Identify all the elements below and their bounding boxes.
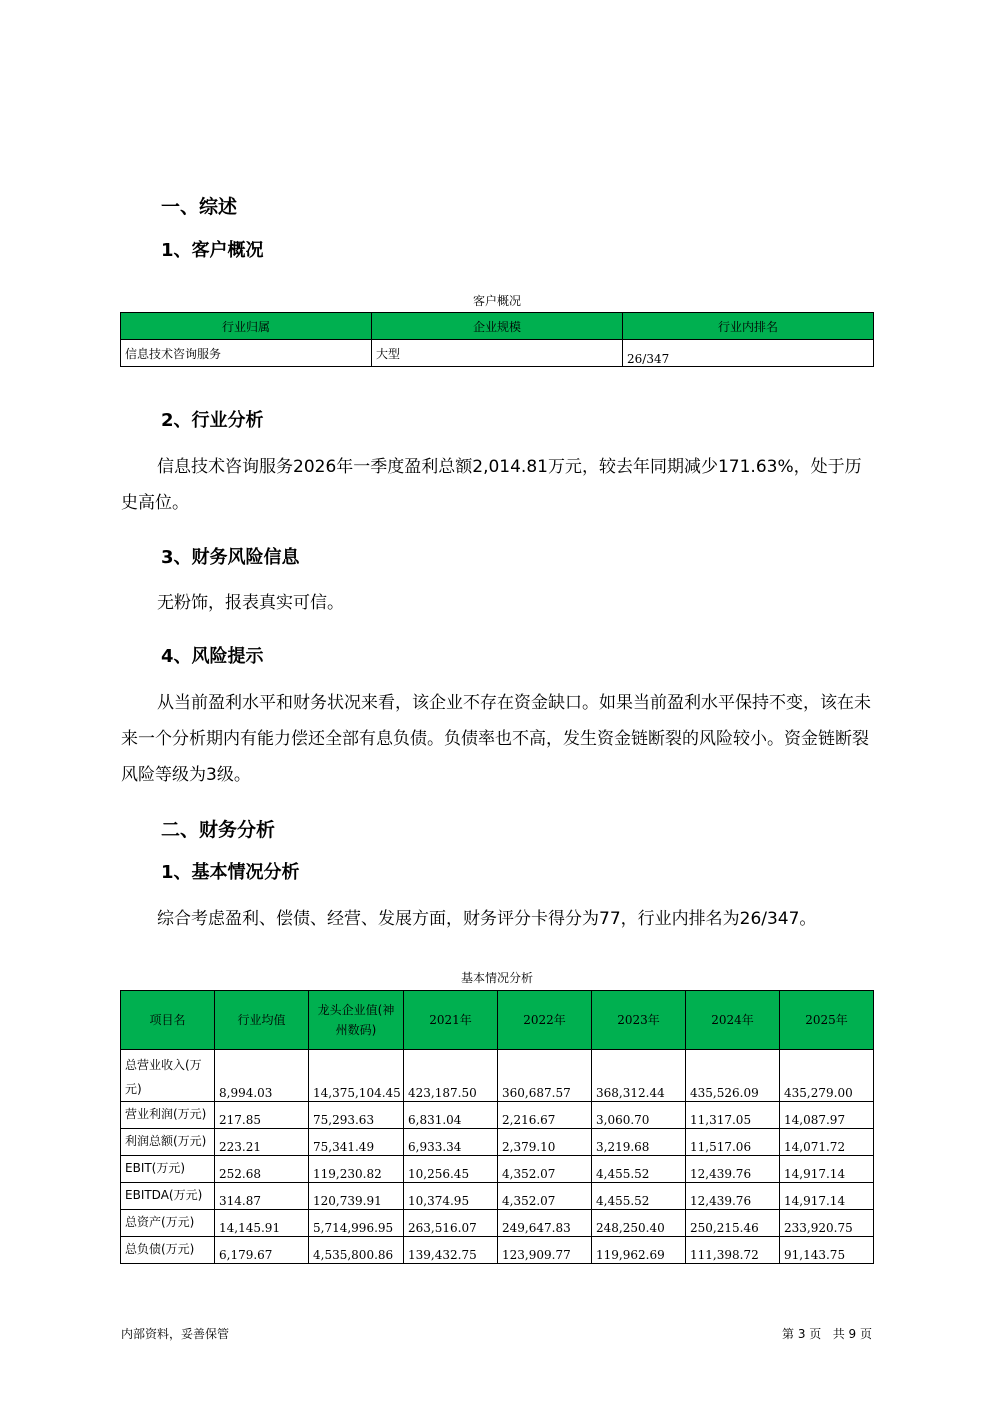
table-cell: 3,219.68	[592, 1129, 686, 1156]
cell-industry: 信息技术咨询服务	[121, 340, 372, 367]
header-scale: 企业规模	[372, 313, 623, 340]
table-cell: 248,250.40	[592, 1210, 686, 1237]
table-cell: 4,455.52	[592, 1156, 686, 1183]
table-cell: 119,230.82	[309, 1156, 404, 1183]
table-row	[121, 1102, 874, 1129]
table-cell: 12,439.76	[686, 1183, 780, 1210]
subsection-title-basic: 1、基本情况分析	[161, 862, 300, 883]
table-cell: 14,087.97	[780, 1102, 874, 1129]
table-cell: 252.68	[215, 1156, 309, 1183]
table-cell: 368,312.44	[592, 1050, 686, 1102]
table-row	[121, 1183, 874, 1210]
basic-table-header-cell: 行业均值	[215, 991, 309, 1050]
table-cell: 3,060.70	[592, 1102, 686, 1129]
section-title-financial: 二、财务分析	[161, 819, 276, 841]
table-cell: 5,714,996.95	[309, 1210, 404, 1237]
basic-analysis-table	[120, 990, 874, 1264]
table-row-label: 营业利润(万元)	[121, 1102, 215, 1129]
customer-table-header-row	[121, 313, 874, 340]
risk-warning-text: 从当前盈利水平和财务状况来看，该企业不存在资金缺口。如果当前盈利水平保持不变，该在未来一个分析期内有能力偿还全部有息负债。负债率也不高，发生资金链断裂的风险较小。资金链断裂风险等级为3级。	[121, 693, 871, 785]
table-cell: 4,352.07	[498, 1156, 592, 1183]
table-row-label: EBIT(万元)	[121, 1156, 215, 1183]
table-cell: 111,398.72	[686, 1237, 780, 1264]
subsection-title-risk-warning: 4、风险提示	[161, 646, 264, 667]
cell-scale: 大型	[372, 340, 623, 367]
table-cell: 11,317.05	[686, 1102, 780, 1129]
table-cell: 2,216.67	[498, 1102, 592, 1129]
table-cell: 6,933.34	[404, 1129, 498, 1156]
table-cell: 14,375,104.45	[309, 1050, 404, 1102]
table-cell: 10,256.45	[404, 1156, 498, 1183]
industry-analysis-text: 信息技术咨询服务2026年一季度盈利总额2,014.81万元，较去年同期减少171.63%，处于历史高位。	[121, 457, 862, 513]
footer-page-number: 第 3 页 共 9 页	[782, 1327, 872, 1341]
table-row	[121, 1237, 874, 1264]
table-row-label: 利润总额(万元)	[121, 1129, 215, 1156]
cell-rank: 26/347	[623, 340, 874, 367]
basic-table-header-cell: 2022年	[498, 991, 592, 1050]
table-cell: 120,739.91	[309, 1183, 404, 1210]
customer-table	[120, 312, 874, 367]
table-cell: 4,535,800.86	[309, 1237, 404, 1264]
table-row	[121, 1210, 874, 1237]
table-cell: 75,293.63	[309, 1102, 404, 1129]
table-cell: 2,379.10	[498, 1129, 592, 1156]
table-cell: 223.21	[215, 1129, 309, 1156]
table-cell: 14,917.14	[780, 1156, 874, 1183]
risk-info-text: 无粉饰，报表真实可信。	[157, 593, 344, 613]
table-cell: 14,145.91	[215, 1210, 309, 1237]
table-cell: 10,374.95	[404, 1183, 498, 1210]
header-industry: 行业归属	[121, 313, 372, 340]
table-cell: 314.87	[215, 1183, 309, 1210]
table-row	[121, 1050, 874, 1102]
table-cell: 435,279.00	[780, 1050, 874, 1102]
basic-table-header-cell: 龙头企业值(神州数码)	[309, 991, 404, 1050]
table-cell: 6,831.04	[404, 1102, 498, 1129]
table-row-label: EBITDA(万元)	[121, 1183, 215, 1210]
customer-table-caption: 客户概况	[472, 294, 521, 308]
table-cell: 14,917.14	[780, 1183, 874, 1210]
footer-left: 内部资料，妥善保管	[121, 1327, 230, 1341]
table-cell: 435,526.09	[686, 1050, 780, 1102]
basic-table-header-cell: 项目名	[121, 991, 215, 1050]
table-row	[121, 1129, 874, 1156]
customer-table-row	[121, 340, 874, 367]
basic-table-header-cell: 2023年	[592, 991, 686, 1050]
table-cell: 4,455.52	[592, 1183, 686, 1210]
section-title-overview: 一、综述	[161, 196, 238, 218]
subsection-title-industry: 2、行业分析	[161, 410, 264, 431]
table-cell: 123,909.77	[498, 1237, 592, 1264]
subsection-title-customer: 1、客户概况	[161, 240, 264, 261]
table-cell: 423,187.50	[404, 1050, 498, 1102]
table-cell: 250,215.46	[686, 1210, 780, 1237]
table-cell: 4,352.07	[498, 1183, 592, 1210]
table-cell: 119,962.69	[592, 1237, 686, 1264]
table-cell: 6,179.67	[215, 1237, 309, 1264]
table-cell: 217.85	[215, 1102, 309, 1129]
basic-table-header-cell: 2025年	[780, 991, 874, 1050]
table-cell: 12,439.76	[686, 1156, 780, 1183]
table-cell: 11,517.06	[686, 1129, 780, 1156]
table-cell: 91,143.75	[780, 1237, 874, 1264]
table-cell: 233,920.75	[780, 1210, 874, 1237]
table-row-label: 总资产(万元)	[121, 1210, 215, 1237]
basic-table-header-cell: 2021年	[404, 991, 498, 1050]
table-cell: 75,341.49	[309, 1129, 404, 1156]
table-cell: 263,516.07	[404, 1210, 498, 1237]
header-rank: 行业内排名	[623, 313, 874, 340]
subsection-title-risk-info: 3、财务风险信息	[161, 547, 300, 568]
basic-analysis-text: 综合考虑盈利、偿债、经营、发展方面，财务评分卡得分为77，行业内排名为26/347。	[157, 909, 817, 929]
table-cell: 139,432.75	[404, 1237, 498, 1264]
table-cell: 249,647.83	[498, 1210, 592, 1237]
basic-table-header-row	[121, 991, 874, 1050]
table-cell: 360,687.57	[498, 1050, 592, 1102]
table-row-label: 总负债(万元)	[121, 1237, 215, 1264]
basic-table-header-cell: 2024年	[686, 991, 780, 1050]
table-cell: 8,994.03	[215, 1050, 309, 1102]
table-row-label: 总营业收入(万元)	[121, 1050, 215, 1102]
table-row	[121, 1156, 874, 1183]
basic-table-caption: 基本情况分析	[460, 971, 533, 985]
table-cell: 14,071.72	[780, 1129, 874, 1156]
